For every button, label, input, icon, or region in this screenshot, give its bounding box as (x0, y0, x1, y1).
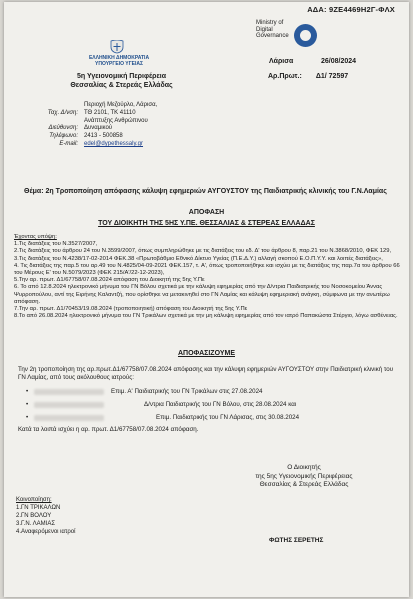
redacted-name (34, 415, 104, 421)
address-row: Ταχ. Δ/νση: ΤΘ 2101, ΤΚ 41110 (47, 109, 136, 116)
list-item: 2.ΓΝ ΒΟΛΟΥ (16, 513, 52, 519)
email-link[interactable]: edel@dypethessaly.gr (84, 140, 144, 147)
bullet-icon: • (26, 414, 29, 421)
decide-text: Την 2η τροποποίηση της αρ.πρωτ.Δ1/67758/07.08.2024 απόφασης και την κάλυψη εφημεριών ΑΥΓΟΥΣΤΟΥ στην Παιδιατρική κλινική του ΓΝ Λαμίας, από τους ακόλουθους ιατρούς: (18, 366, 394, 381)
place-date: Λάρισα 26/08/2024 (269, 58, 357, 65)
decide-title: ΑΠΟΦΑΣΙΖΟΥΜΕ (177, 350, 235, 357)
signatory-name: ΦΩΤΗΣ ΣΕΡΕΤΗΣ (269, 537, 324, 544)
document-page: ΑΔΑ: 9ΖΕ4469Η2Γ-ΦΛΧ Ministry of Digital Governance ΕΛΛΗΝΙΚΗ ΔΗΜΟΚΡΑΤΙΑ ΥΠΟΥΡΓΕΙΟ ΥΓΕΙΑΣ 5η Υγειονομική Περιφέρεια Θεσσαλίας & Στερεάς Ελλάδας Λάρισα 26/08/2024 Αρ.Πρωτ.: Δ1/ 72597 Περιοχή Μεζούρλο, Λάρισα, Ταχ. Δ/νση: ΤΘ 2101, ΤΚ 41110 Ανάπτυξης Ανθρώπινου Διεύθυνση: Δυναμικού Τηλέφωνο: 2413 - 500858 E-mail: edel@dypethessaly.gr Θέμα: 2η Τροποποίηση απόφασης κάλυψη εφημεριών ΑΥΓΟΥΣΤΟΥ της Παιδιατρικής κλινικής του Γ.Ν.Λαμίας ΑΠΟΦΑΣΗ ΤΟΥ ΔΙΟΙΚΗΤΗ ΤΗΣ 5ΗΣ Υ.ΠΕ. ΘΕΣΣΑΛΙΑΣ & ΣΤΕΡΕΑΣ ΕΛΛΑΔΑΣ Έχοντας υπόψη: 1.Τις διατάξεις του Ν.3527/2007, 2.Τις διατάξεις του άρθρου 24 του Ν.3599/2007, όπως συμπληρώθηκε με τις διατάξεις του εδ. Δ' του άρθρου 8, παρ.21 του Ν.3868/2010, ΦΕΚ 129, 3.Τις διατάξεις του Ν.4238/17-02-2014 ΦΕΚ.38 «Πρωτοβάθμιο Εθνικό Δίκτυο Υγείας (Π.Ε.Δ.Υ.) αλλαγή σκοπού Ε.Ο.Π.Υ.Υ. και λοιπές διατάξεις», 4. Τις διατάξεις της παρ.5 του αρ.49 του Ν.4825/04-09-2021 ΦΕΚ.157, τ. Α', όπως τροποποιήθηκε και ισχύει με τις διατάξεις της παρ.7α του άρθρου 66 του Μέρους Ε' του Ν.5079/2023 (ΦΕΚ 215/Α'/22-12-2023), 5.Την αρ. πρωτ. Δ1/67758/07.08.2024 απόφαση του Διοικητή της 5ης Υ.Πε 6. Το από 12.8.2024 ηλεκτρονικό μήνυμα του ΓΝ Βόλου σχετικά με την κάλυψη εφημερίας από την Δ/ντρια Παιδιατρικής του Νοσοκομείου Άννας Ψυρροπούλου, αντί της Ειρήνης Καλαντζή, που ορίσθηκε να μετακινηθεί στο ΓΝ Λαμίας και κάλυψη εφημεριακή ανάγκη, σύμφωνα με την ανωτέρω απόφαση. 7.Την αρ. πρωτ. Δ1/70453/19.08.2024 (τροποποιητική) απόφαση του Διοικητή της 5ης Υ.Πε 8.Το από 26.08.2024 ηλεκτρονικό μήνυμα του ΓΝ Τρικάλων σχετικά με την μη κάλυψη εφημερίας από τον ιατρό Παπακώστα Στέργιο, λόγω ασθένειας. ΑΠΟΦΑΣΙΖΟΥΜΕ Την 2η τροποποίηση της αρ.πρωτ.Δ1/67758/07.08.2024 απόφασης και την κάλυψη εφημεριών ΑΥΓΟΥΣΤΟΥ στην Παιδιατρική κλινική του ΓΝ Λαμίας, από τους ακόλουθους ιατρούς: • Επιμ. Α' Παιδιατρικής του ΓΝ Τρικάλων στις 27.08.2024 • Δ/ντρια Παιδιατρικής του ΓΝ Βόλου, στις 28.08.2024 και • Επιμ. Παιδιατρικής του ΓΝ Λάρισας, στις 30.08.2024 Κατά τα λοιπά ισχύει η αρ. πρωτ. Δ1/67758/07.08.2024 απόφαση. Ο Διοικητής της 5ης Υγειονομικής Περιφέρειας Θεσσαλίας & Στερεάς Ελλάδας Κοινοποίηση: 1.ΓΝ ΤΡΙΚΑΛΩΝ 2.ΓΝ ΒΟΛΟΥ 3.Γ.Ν. ΛΑΜΙΑΣ 4.Αναφερόμενοι ιατροί ΦΩΤΗΣ ΣΕΡΕΤΗΣ (4, 2, 409, 597)
recipients-label: Κοινοποίηση: (16, 497, 52, 503)
ministry-label: Ministry of Digital Governance (256, 20, 289, 40)
protocol-number: Αρ.Πρωτ.: Δ1/ 72597 (268, 73, 349, 80)
address-row: Περιοχή Μεζούρλο, Λάρισα, (84, 102, 158, 108)
considering-section (14, 234, 402, 320)
subject-line: Θέμα: 2η Τροποποίηση απόφασης κάλυψη εφημεριών ΑΥΓΟΥΣΤΟΥ της Παιδιατρικής κλινικής του Γ.Ν.Λαμίας (24, 188, 387, 195)
government-heading: ΕΛΛΗΝΙΚΗ ΔΗΜΟΚΡΑΤΙΑ ΥΠΟΥΡΓΕΙΟ ΥΓΕΙΑΣ (88, 55, 150, 67)
governor-title: ΤΟΥ ΔΙΟΙΚΗΤΗ ΤΗΣ 5ΗΣ Υ.ΠΕ. ΘΕΣΣΑΛΙΑΣ & ΣΤΕΡΕΑΣ ΕΛΛΑΔΑΣ (98, 220, 315, 227)
address-block (10, 102, 174, 149)
redacted-name (34, 389, 104, 395)
list-item: 5.Την αρ. πρωτ. Δ1/67758/07.08.2024 απόφαση του Διοικητή της 5ης Υ.Πε (14, 277, 205, 284)
address-row: Ανάπτυξης Ανθρώπινου (84, 117, 148, 124)
decision-title: ΑΠΟΦΑΣΗ (188, 209, 225, 216)
list-item: 3.Γ.Ν. ΛΑΜΙΑΣ (16, 521, 56, 527)
address-row: Διεύθυνση: Δυναμικού (48, 125, 113, 132)
list-item: 7.Την αρ. πρωτ. Δ1/70453/19.08.2024 (τροποποιητική) απόφαση του Διοικητή της 5ης Υ.Πε (14, 306, 248, 313)
region-heading: 5η Υγειονομική Περιφέρεια Θεσσαλίας & Στερεάς Ελλάδας (70, 73, 173, 89)
list-item: 2.Τις διατάξεις του άρθρου 24 του Ν.3599/2007, όπως συμπληρώθηκε με τις διατάξεις του εδ. Δ' του άρθρου 8, παρ.21 του Ν.3868/2010, ΦΕΚ 129, (14, 248, 392, 255)
bullet-icon: • (26, 388, 29, 395)
address-row: Τηλέφωνο: 2413 - 500858 (49, 133, 123, 140)
list-item: 8.Το από 26.08.2024 ηλεκτρονικό μήνυμα του ΓΝ Τρικάλων σχετικά με την μη κάλυψη εφημερίας από τον ιατρό Παπακώστα Στέργιο, λόγω ασθένειας. (14, 313, 398, 320)
list-item: 4.Αναφερόμενοι ιατροί (16, 529, 76, 535)
list-item: 3.Τις διατάξεις του Ν.4238/17-02-2014 ΦΕΚ.38 «Πρωτοβάθμιο Εθνικό Δίκτυο Υγείας (Π.Ε.Δ.Υ.) αλλαγή σκοπού Ε.Ο.Π.Υ.Υ. και λοιπές διατάξεις», (14, 255, 383, 262)
digital-governance-logo-icon (294, 24, 317, 47)
list-item: 1.Τις διατάξεις του Ν.3527/2007, (14, 241, 98, 248)
ada-code: ΑΔΑ: 9ΖΕ4469Η2Γ-ΦΛΧ (307, 5, 395, 14)
redacted-name (34, 402, 104, 408)
address-row: E-mail: edel@dypethessaly.gr (10, 141, 174, 149)
document-date: 26/08/2024 (321, 58, 357, 65)
greek-emblem-icon (108, 40, 126, 54)
recipients-block (16, 496, 75, 536)
signature-block: Ο Διοικητής της 5ης Υγειονομικής Περιφέρειας Θεσσαλίας & Στερεάς Ελλάδας (255, 464, 353, 488)
list-item: 4. Τις διατάξεις της παρ.5 του αρ.49 του Ν.4825/04-09-2021 ΦΕΚ.157, τ. Α', όπως τροποποιήθηκε και ισχύει με τις διατάξεις της παρ.7α του άρθρου 66 του Μέρους Ε' του Ν.5079/2023 (ΦΕΚ 215/Α'/22-12-2023), (14, 262, 400, 277)
list-item: 1.ΓΝ ΤΡΙΚΑΛΩΝ (16, 505, 61, 511)
closing-text: Κατά τα λοιπά ισχύει η αρ. πρωτ. Δ1/67758/07.08.2024 απόφαση. (18, 426, 199, 433)
list-item: 6. Το από 12.8.2024 ηλεκτρονικό μήνυμα του ΓΝ Βόλου σχετικά με την κάλυψη εφημερίας από την Δ/ντρια Παιδιατρικής του Νοσοκομείου Άννας Ψυρροπούλου, αντί της Ειρήνης Καλαντζή, που ορίσθηκε να μετακινηθεί στο ΓΝ Λαμίας και κάλυψη εφημεριακή ανάγκη, σύμφωνα με την ανωτέρω απόφαση. (14, 284, 390, 305)
considering-label: Έχοντας υπόψη: (14, 234, 57, 240)
bullet-icon: • (26, 401, 29, 408)
